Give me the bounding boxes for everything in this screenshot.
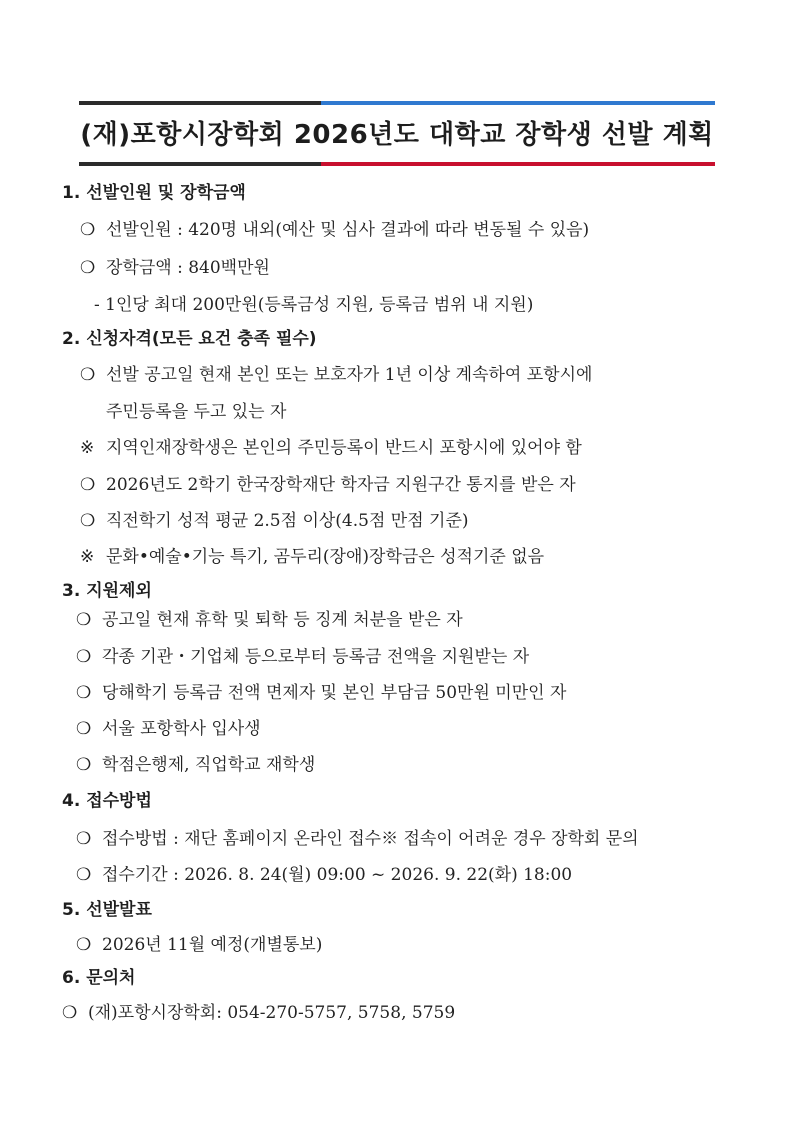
circle-bullet-icon: ❍	[80, 258, 96, 278]
reference-mark-icon: ※	[80, 547, 95, 567]
section-heading-5: 5. 선발발표	[62, 900, 152, 920]
list-item: ❍ 2026년도 2학기 한국장학재단 학자금 지원구간 통지를 받은 자	[80, 475, 576, 495]
list-item: ❍ 직전학기 성적 평균 2.5점 이상(4.5점 만점 기준)	[80, 511, 469, 531]
list-item: ❍ 장학금액 : 840백만원	[80, 258, 270, 278]
circle-bullet-icon: ❍	[76, 829, 92, 849]
list-item: ❍ 학점은행제, 직업학교 재학생	[76, 755, 316, 775]
circle-bullet-icon: ❍	[80, 511, 96, 531]
list-item: ❍ 접수기간 : 2026. 8. 24(월) 09:00 ~ 2026. 9. 22(화) 18:00	[76, 865, 573, 885]
list-item: ❍ 서울 포항학사 입사생	[76, 719, 261, 739]
circle-bullet-icon: ❍	[76, 647, 92, 667]
section-heading-6: 6. 문의처	[62, 968, 136, 988]
list-item: ※ 문화•예술•기능 특기, 곰두리(장애)장학금은 성적기준 없음	[80, 547, 545, 567]
list-item: ❍ 선발 공고일 현재 본인 또는 보호자가 1년 이상 계속하여 포항시에	[80, 365, 593, 385]
list-item: ❍ 각종 기관・기업체 등으로부터 등록금 전액을 지원받는 자	[76, 647, 530, 667]
list-item: ❍ 선발인원 : 420명 내외(예산 및 심사 결과에 따라 변동될 수 있음)	[80, 220, 590, 240]
list-item: ❍ 공고일 현재 휴학 및 퇴학 등 징계 처분을 받은 자	[76, 610, 463, 630]
section-heading-4: 4. 접수방법	[62, 791, 152, 811]
circle-bullet-icon: ❍	[62, 1003, 78, 1023]
list-item: ❍ 2026년 11월 예정(개별통보)	[76, 935, 323, 955]
section-heading-2: 2. 신청자격(모든 요건 충족 필수)	[62, 329, 317, 349]
list-item: ❍ 접수방법 : 재단 홈페이지 온라인 접수※ 접속이 어려운 경우 장학회 문의	[76, 829, 639, 849]
list-item-continuation: 주민등록을 두고 있는 자	[106, 402, 287, 422]
circle-bullet-icon: ❍	[76, 719, 92, 739]
circle-bullet-icon: ❍	[76, 865, 92, 885]
circle-bullet-icon: ❍	[80, 475, 96, 495]
contact-info: ❍ (재)포항시장학회: 054-270-5757, 5758, 5759	[62, 1003, 456, 1023]
bottom-divider	[79, 162, 715, 166]
section-heading-1: 1. 선발인원 및 장학금액	[62, 183, 246, 203]
circle-bullet-icon: ❍	[76, 935, 92, 955]
circle-bullet-icon: ❍	[76, 683, 92, 703]
document-title: (재)포항시장학회 2026년도 대학교 장학생 선발 계획	[80, 120, 714, 150]
reference-mark-icon: ※	[80, 438, 95, 458]
circle-bullet-icon: ❍	[80, 220, 96, 240]
circle-bullet-icon: ❍	[80, 365, 96, 385]
circle-bullet-icon: ❍	[76, 610, 92, 630]
section-heading-3: 3. 지원제외	[62, 581, 152, 601]
circle-bullet-icon: ❍	[76, 755, 92, 775]
list-item: - 1인당 최대 200만원(등록금성 지원, 등록금 범위 내 지원)	[94, 295, 534, 315]
list-item: ※ 지역인재장학생은 본인의 주민등록이 반드시 포항시에 있어야 함	[80, 438, 582, 458]
top-divider	[79, 101, 715, 105]
list-item: ❍ 당해학기 등록금 전액 면제자 및 본인 부담금 50만원 미만인 자	[76, 683, 567, 703]
